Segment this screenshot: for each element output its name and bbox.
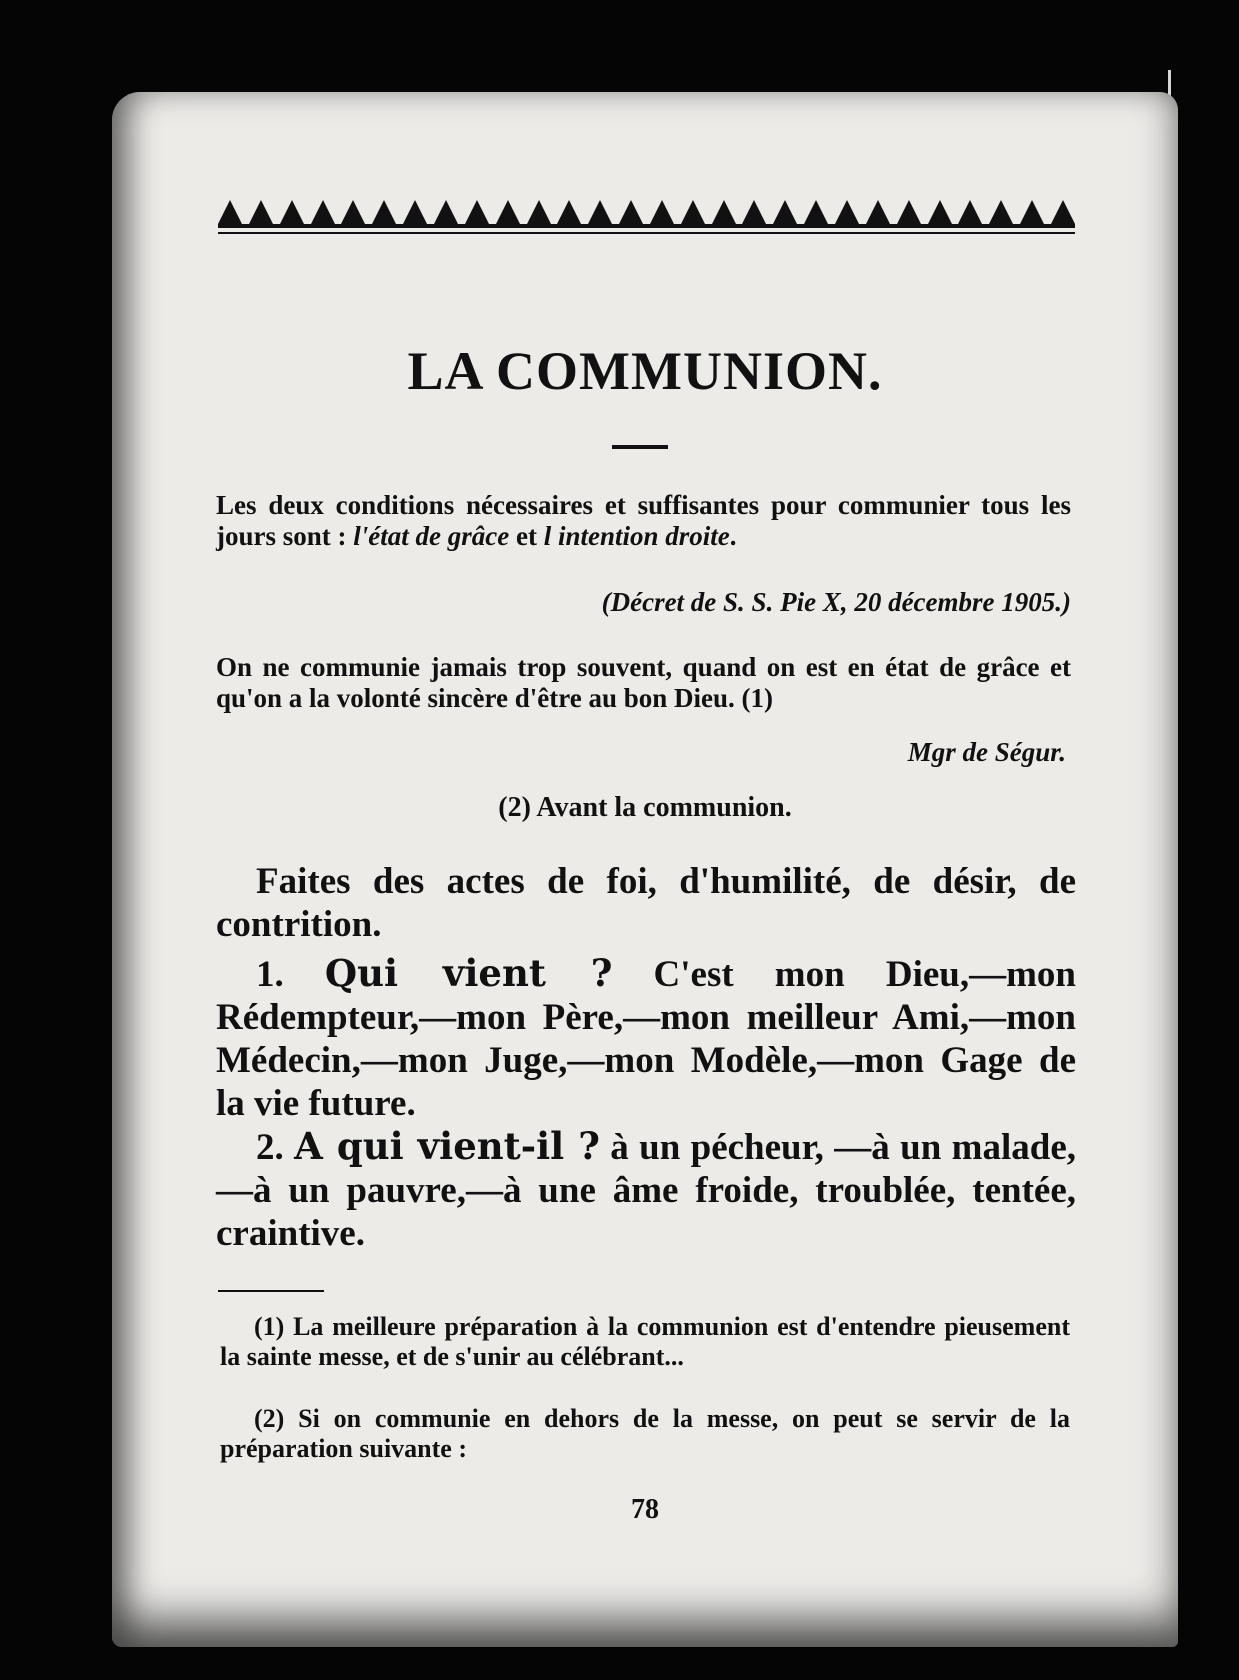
quote-paragraph: On ne communie jamais trop souvent, quand on est en état de grâce et qu'on a la volonté sincère d'être au bon Dieu. (1) — [216, 652, 1071, 713]
intro-paragraph — [216, 490, 1071, 552]
header-rule — [218, 224, 1075, 228]
point-1-number: 1. — [256, 954, 284, 995]
ornament-triangle — [958, 200, 982, 224]
intro-italic-grace: l'état de grâce — [353, 521, 510, 551]
ornament-triangle — [773, 200, 797, 224]
page-number: 78 — [631, 1494, 659, 1525]
ornament-triangle — [650, 200, 674, 224]
point-2 — [216, 1125, 1076, 1255]
page-title: LA COMMUNION. — [407, 341, 883, 401]
ornament-triangle — [835, 200, 859, 224]
ornament-triangle — [928, 200, 952, 224]
ornament-triangle — [280, 200, 304, 224]
ornament-triangle — [557, 200, 581, 224]
point-1 — [216, 952, 1076, 1125]
footnote-2: (2) Si on communie en dehors de la messe, on peut se servir de la préparation suivante : — [220, 1404, 1070, 1463]
ornament-triangle — [496, 200, 520, 224]
title-divider — [612, 445, 668, 449]
header-rule-thin — [218, 232, 1075, 234]
point-2-question: A qui vient-il ? — [294, 1124, 600, 1168]
point-2-number: 2. — [256, 1127, 284, 1168]
ornament-triangle — [434, 200, 458, 224]
intro-text-start: Les deux conditions nécessaires et suffisantes pour communier tous les jours sont : — [216, 490, 1071, 551]
ornament-triangle — [681, 200, 705, 224]
book-page — [112, 92, 1178, 1647]
ornament-triangle — [866, 200, 890, 224]
footnote-rule — [218, 1290, 324, 1292]
ornament-triangle — [588, 200, 612, 224]
ornament-triangle — [1020, 200, 1044, 224]
ornamental-header-border — [218, 192, 1075, 228]
ornament-triangle — [742, 200, 766, 224]
ornament-triangle — [311, 200, 335, 224]
point-1-text: C'est mon Dieu,—mon Rédempteur,—mon Père,—mon meilleur Ami,—mon Médecin,—mon Juge,—mon Modèle,—mon Gage de la vie future. — [216, 954, 1076, 1124]
ornament-triangle — [372, 200, 396, 224]
ornament-triangle — [527, 200, 551, 224]
ornament-triangle — [989, 200, 1013, 224]
quote-attribution: Mgr de Ségur. — [907, 737, 1066, 767]
point-2-text: à un pécheur, —à un malade,—à un pauvre,—à une âme froide, troublée, tentée, craintive. — [216, 1127, 1077, 1254]
intro-text-end: . — [729, 521, 737, 551]
footnote-1: (1) La meilleure préparation à la communion est d'entendre pieusement la sainte messe, et de s'unir au célébrant... — [220, 1312, 1070, 1371]
body-intro: Faites des actes de foi, d'humilité, de désir, de contrition. — [216, 861, 1076, 945]
ornament-triangle — [218, 200, 242, 224]
point-1-question: Qui vient ? — [324, 951, 613, 995]
intro-italic-intention: l intention droite — [543, 521, 730, 551]
ornament-triangle — [465, 200, 489, 224]
ornament-triangle — [249, 200, 273, 224]
intro-text-mid: et — [509, 521, 544, 551]
ornament-triangle — [403, 200, 427, 224]
ornament-triangle — [804, 200, 828, 224]
section-heading: (2) Avant la communion. — [498, 792, 792, 823]
ornament-triangle — [341, 200, 365, 224]
ornament-triangle — [1051, 200, 1075, 224]
ornament-triangle — [619, 200, 643, 224]
decree-citation: (Décret de S. S. Pie X, 20 décembre 1905.) — [601, 587, 1071, 617]
ornament-triangle — [712, 200, 736, 224]
ornament-triangle — [897, 200, 921, 224]
